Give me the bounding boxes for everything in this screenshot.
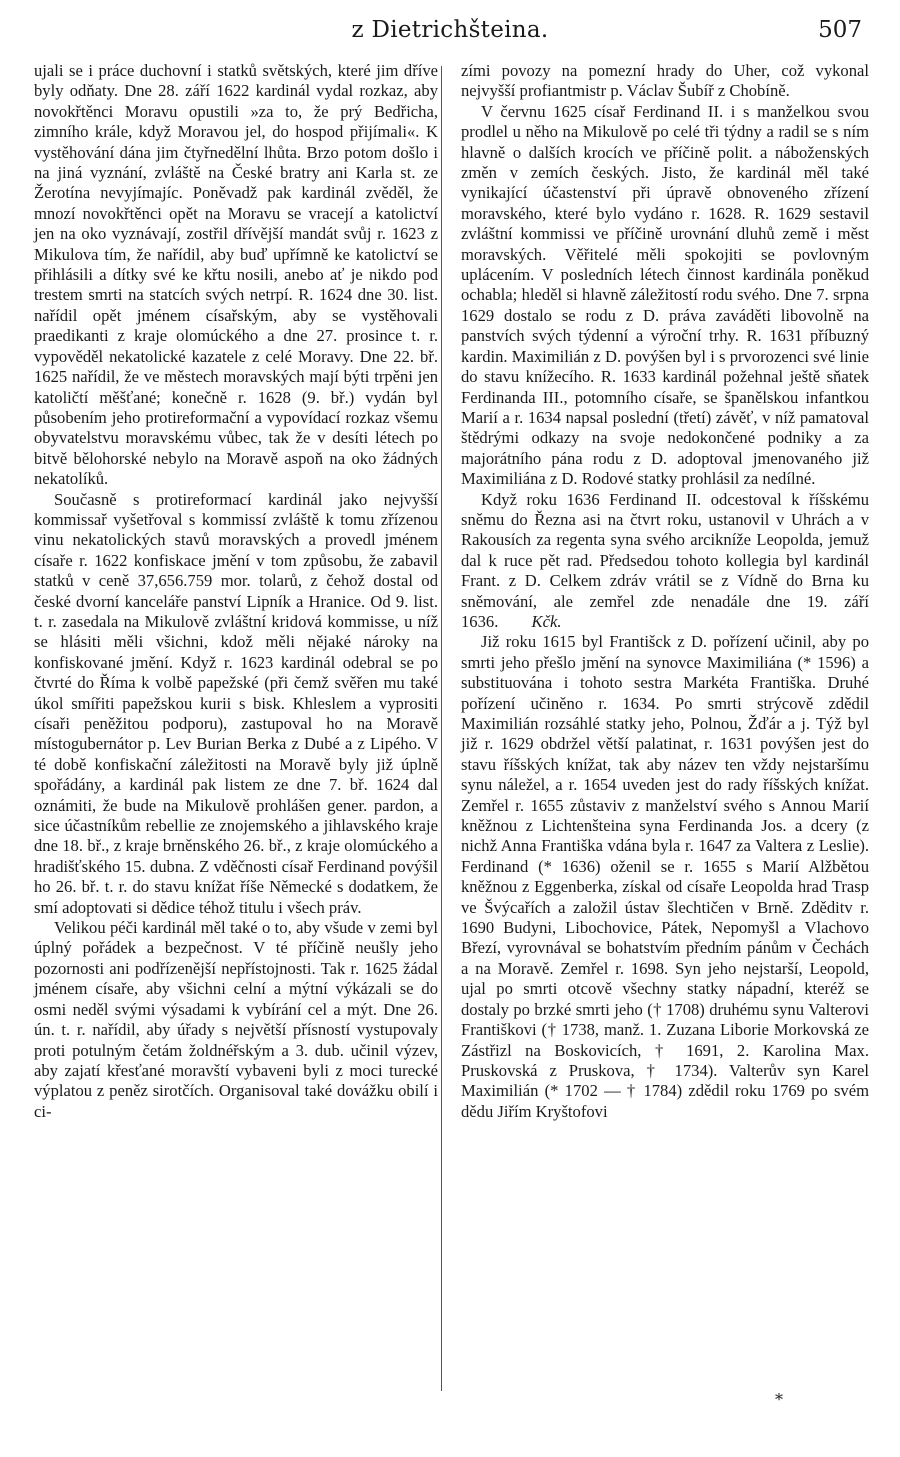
- paragraph: Současně s protireformací kardinál jako nejvyšší kommissař vyšetřoval s kommissí zvláště k tomu zřízenou vinu nekatolických stavů moravských a provedl jménem císaře r. 1622 konfiskace jmění v tom způsobu, že zabavil statků v ceně 37,656.759 mor. tolarů, z čehož dostal od české dvorní kanceláře panství Lipník a Hranice. Od 9. list. t. r. zasedala na Mikulově zvláštní kridová kommisse, u níž se hlásiti měli všichni, kdož měli nějaké nároky na konfiskované jmění. Když r. 1623 kardinál odebral se po čtvrté do Říma k volbě papežské (při čemž svěřen mu také úkol smířiti papežskou kurii s bisk. Khleslem a vyprositi císaři peněžitou podporu), zastupoval ho na Moravě místogubernátor p. Lev Burian Berka z Dubé a z Lipého. V té době konfiskační záležitosti na Moravě byly již úplně spořádány, a kardinál pak listem ze dne 7. bř. 1624 dal oznámiti, že bude na Mikulově prohlášen gener. pardon, a sice účastníkům rebellie ze znojemského a jihlavského kraje dne 18. bř., z kraje brněnského 26. bř., z kraje olomúckého a hradišťského 15. dubna. Z vděčnosti císař Ferdinand povýšil ho 26. bř. t. r. do stavu knížat říše Německé s dodatkem, že smí adoptovati si dědice téhož titulu i všech práv.: [34, 489, 438, 917]
- paragraph: Již roku 1615 byl Františck z D. pořízení učinil, aby po smrti jeho přešlo jmění na synovce Maximiliána (* 1596) a substituována i tohoto sestra Markéta Františka. Druhé pořízení učiněno r. 1634. Po smrti strýcově zdědil Maximilián rozsáhlé statky jeho, Polnou, Žďár a j. Týž byl již r. 1629 obdržel větší palatinat, r. 1631 povýšen jest do stavu říšských knížat, tak aby název ten vždy nejstaršímu synu náležel, a r. 1654 uveden jest do rady říšských knížat. Zemřel r. 1655 zůstaviv z manželství svého s Annou Marií kněžnou z Lichtenšteina syna Ferdinanda Jos. a dcery (z nichž Anna Františka vdána byla r. 1647 za Valtera z Leslie). Ferdinand (* 1636) oženil se r. 1655 s Marií Alžbětou kněžnou z Eggenberka, získal od císaře Leopolda hrad Trasp ve Švýcařích a založil ústav šlechtičen v Brně. Zděditv r. 1690 Budyni, Libochovice, Pátek, Nepomyšl a Vlachovo Březí, vyrovnával se bohatstvím předním pánům v Čechách a na Moravě. Zemřel r. 1698. Syn jeho nejstarší, Leopold, ujal po smrti otcově všechny statky nápadní, kteréž se dostaly po brzké smrti jeho († 1708) druhému synu Valterovi Františkovi († 1738, manž. 1. Zuzana Liborie Morkovská ze Zástřizl na Boskovicích, † 1691, 2. Karolina Max. Pruskovská z Pruskova, † 1734). Valterův syn Karel Maximilián (* 1702 — † 1784) zdědil roku 1769 po svém dědu Jiřím Kryštofovi: [461, 632, 869, 1121]
- page-number: 507: [818, 17, 862, 43]
- paragraph: ujali se i práce duchovní i statků světských, které jim dříve byly odňaty. Dne 28. září 1622 kardinál vydal rozkaz, aby novokřtěnci Moravu opustili »za to, že prý Bedřicha, zimního krále, když Moravou jel, do hospod přijímali«. K vystěhování dána jim čtyřnedělní lhůta. Brzo potom došlo i na jiná vyznání, zvláště na České bratry ani Karla st. ze Žerotína nevyjímajíc. Poněvadž pak kardinál zvěděl, že mnozí novokřtěnci opět na Moravu se vracejí a katolictví jen na oko vyznávají, zostřil dřívější mandát svůj r. 1623 z Mikulova tím, že nařídil, aby buď upřímně ke katolictví se přihlásili a dítky své ke křtu nosili, anebo ať je nikdo pod trestem smrti na statcích svých netrpí. R. 1624 dne 30. list. nařídil opět jménem císařským, aby se vystěhovali praedikanti z kraje olomúckého a dne 27. prosince t. r. vypověděl nekatolické kazatele z celé Moravy. Dne 22. bř. 1625 nařídil, že ve městech moravských mají býti trpěni jen katoličtí měšťané; konečně r. 1628 (9. bř.) vydán byl působením jeho protireformační a vypovídací rozkaz všemu obyvatelstvu moravskému vůbec, tak že v desíti létech po bitvě bělohorské nebylo na Moravě aspoň na oko žádných nekatolíků.: [34, 61, 438, 489]
- author-signature: Kčk.: [531, 611, 562, 631]
- paragraph: V červnu 1625 císař Ferdinand II. i s manželkou svou prodlel u něho na Mikulově po celé tři týdny a radil se s ním hlavně o dalších krocích ve příčině polit. a náboženských změn v zemích českých. Jisto, že kardinál měl také vynikající účastenství při úpravě obnoveného zřízení moravského, které bylo vydáno r. 1628. R. 1629 sestavil zvláštní kommissi ve příčině urovnání dluhů země i měst moravských. Věřitelé měli spokojiti se povlovným uplácením. V posledních létech činnost kardinála poněkud ochabla; hleděl si hlavně záležitostí rodu svého. Dne 7. srpna 1629 dostalo se rodu z D. práva zaváděti libovolně na panstvích svých týdenní a výroční trhy. R. 1631 příbuzný kardin. Maximilián z D. povýšen byl i s prvorozenci své linie do stavu knížecího. R. 1633 kardinál požehnal ještě sňatek Ferdinanda III., potomního císaře, se španělskou infantkou Marií a r. 1634 napsal poslední (třetí) závěť, v níž pamatoval štědrými odkazy na svoje nedokončené podniky a za majorátního pána rodu z D. adoptoval jmenovaného již Maximiliána z D. Rodové statky prohlásil za nedílné.: [461, 101, 869, 489]
- paragraph: zími povozy na pomezní hrady do Uher, což vykonal nejvyšší profiantmistr p. Václav Šubíř z Chobíně.: [461, 61, 869, 101]
- right-column: [461, 61, 869, 1122]
- column-divider: [441, 66, 442, 1391]
- paragraph-text: Když roku 1636 Ferdinand II. odcestoval k říšskému sněmu do Řezna asi na čtvrt roku, ustanovil v Uhrách a v Rakousích za regenta syna svého arcikníže Leopolda, jemuž dal k ruce pět rad. Předsedou tohoto kollegia byl kardinál Frant. z D. Celkem zdráv vrátil se z Vídně do Brna ku sněmování, ale zemřel zde nenadále dne 19. září 1636.: [461, 489, 869, 631]
- left-column: [34, 61, 438, 1122]
- paragraph: [461, 490, 869, 633]
- footer-mark: *: [775, 1390, 783, 1409]
- running-title: z Dietrichšteina.: [351, 17, 549, 43]
- paragraph: Velikou péči kardinál měl také o to, aby všude v zemi byl úplný pořádek a bezpečnost. V té příčině neušly jeho pozornosti ani podřízenější nepřístojnosti. Tak r. 1625 žádal jménem císaře, aby všichni celní a mýtní výkázali se do osmi neděl svými výsadami k vybírání cel a mýt. Dne 26. ún. t. r. nařídil, aby úřady s největší přísností vystupovaly proti potulným četám žoldnéřským a 3. dub. učinil výzev, aby zajatí křesťané moravští vybaveni byli z moci turecké výplatou z peněz sirotčích. Organisoval také dovážku obilí i ci-: [34, 918, 438, 1121]
